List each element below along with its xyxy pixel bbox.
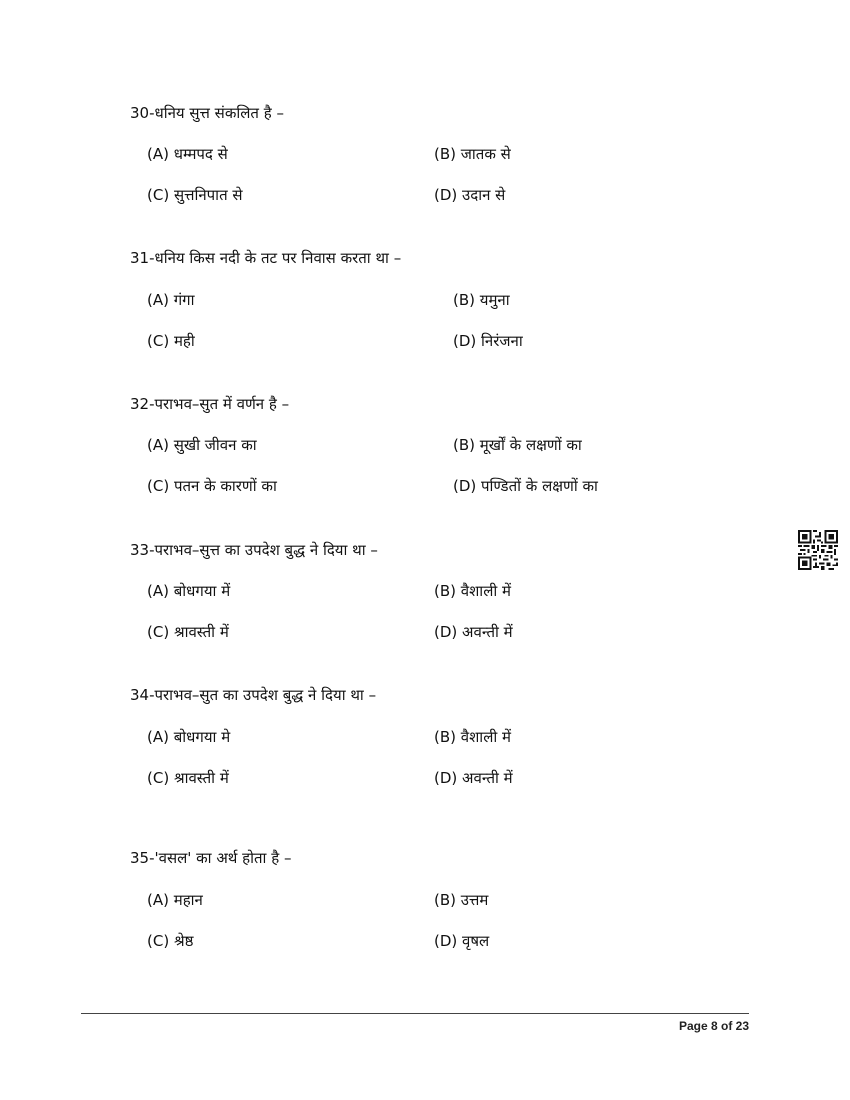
- option-b: (B) मूर्खों के लक्षणों का: [453, 436, 582, 454]
- option-d: (D) वृषल: [434, 932, 490, 950]
- option-c: (C) सुत्तनिपात से: [147, 186, 243, 204]
- question-34: 34-पराभव–सुत का उपदेश बुद्ध ने दिया था –: [130, 686, 377, 704]
- option-a: (A) महान: [147, 891, 203, 909]
- option-b: (B) उत्तम: [434, 891, 489, 909]
- option-a: (A) गंगा: [147, 291, 195, 309]
- option-c: (C) श्रावस्ती में: [147, 623, 229, 641]
- option-a: (A) धम्मपद से: [147, 145, 228, 163]
- option-d: (D) पण्डितों के लक्षणों का: [453, 477, 598, 495]
- question-33: 33-पराभव–सुत्त का उपदेश बुद्ध ने दिया था –: [130, 541, 378, 559]
- option-a: (A) बोधगया मे: [147, 728, 231, 746]
- option-d: (D) अवन्ती में: [434, 769, 513, 787]
- question-35: 35-'वसल' का अर्थ होता है –: [130, 849, 292, 867]
- page-number: Page 8 of 23: [678, 1019, 749, 1033]
- option-b: (B) जातक से: [434, 145, 511, 163]
- footer-divider: [81, 1013, 749, 1014]
- option-a: (A) बोधगया में: [147, 582, 231, 600]
- option-d: (D) अवन्ती में: [434, 623, 513, 641]
- option-c: (C) श्रावस्ती में: [147, 769, 229, 787]
- option-b: (B) वैशाली में: [434, 582, 511, 600]
- option-d: (D) निरंजना: [453, 332, 523, 350]
- option-b: (B) यमुना: [453, 291, 510, 309]
- option-d: (D) उदान से: [434, 186, 506, 204]
- option-c: (C) श्रेष्ठ: [147, 932, 194, 950]
- option-b: (B) वैशाली में: [434, 728, 511, 746]
- option-c: (C) पतन के कारणों का: [147, 477, 277, 495]
- question-32: 32-पराभव–सुत में वर्णन है –: [130, 395, 290, 413]
- question-31: 31-धनिय किस नदी के तट पर निवास करता था –: [130, 249, 402, 267]
- option-c: (C) मही: [147, 332, 195, 350]
- qr-code-icon: [798, 530, 838, 570]
- question-30: 30-धनिय सुत्त संकलित है –: [130, 104, 284, 122]
- option-a: (A) सुखी जीवन का: [147, 436, 257, 454]
